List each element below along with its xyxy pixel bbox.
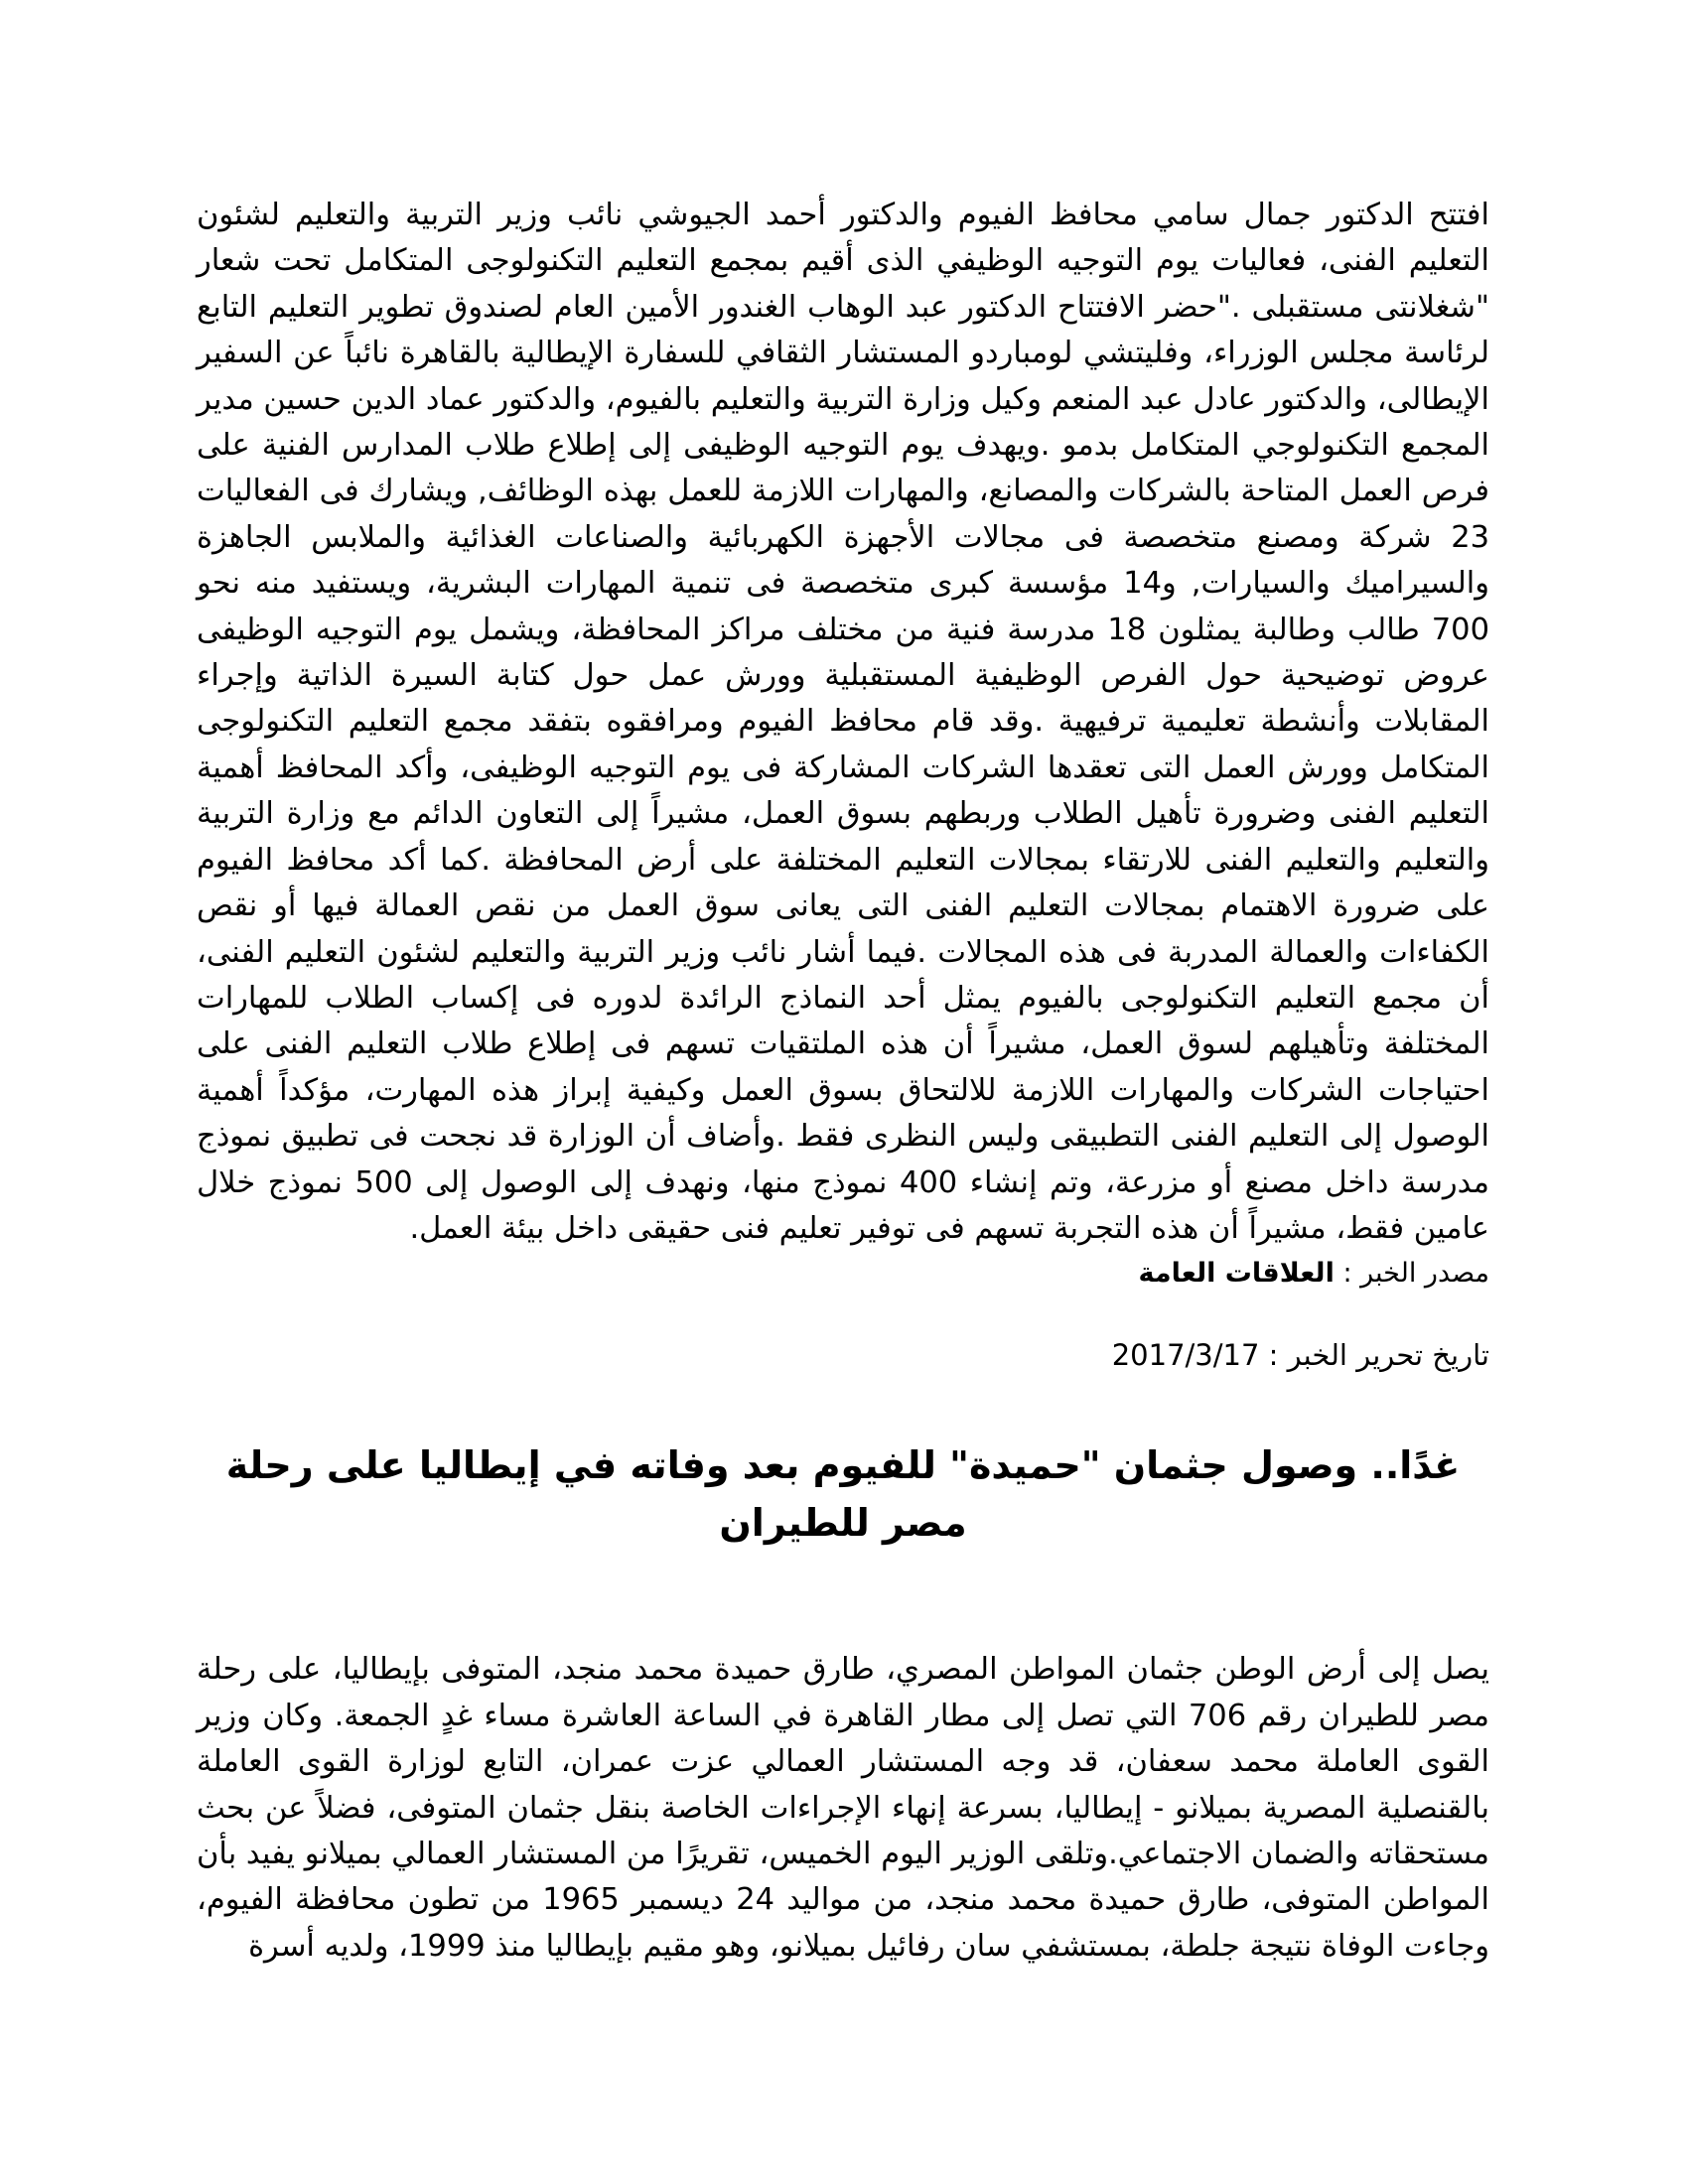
news-source-line	[197, 1254, 1489, 1294]
news-date-line	[197, 1335, 1489, 1375]
news-source-value: العلاقات العامة	[1138, 1258, 1335, 1290]
article-headline: غدًا.. وصول جثمان "حميدة" للفيوم بعد وفاته في إيطاليا على رحلة مصر للطيران	[225, 1443, 1461, 1546]
second-article-body-paragraph: يصل إلى أرض الوطن جثمان المواطن المصري، طارق حميدة محمد منجد، المتوفى بإيطاليا، على رحلة مصر للطيران رقم 706 التي تصل إلى مطار القاهرة في الساعة العاشرة مساء غدٍ الجمعة. وكان وزير القوى العاملة محمد سعفان، قد وجه المستشار العمالي عزت عمران، التابع لوزارة القوى العاملة بالقنصلية المصرية بميلانو - إيطاليا، بسرعة إنهاء الإجراءات الخاصة بنقل جثمان المتوفى، فضلاً عن بحث مستحقاته والضمان الاجتماعي.وتلقى الوزير اليوم الخميس، تقريرًا من المستشار العمالي بميلانو يفيد بأن المواطن المتوفى، طارق حميدة محمد منجد، من مواليد 24 ديسمبر 1965 من تطون محافظة الفيوم، وجاءت الوفاة نتيجة جلطة، بمستشفي سان رفائيل بميلانو، وهو مقيم بإيطاليا منذ 1999، ولديه أسرة	[197, 1652, 1489, 1964]
news-source-label: مصدر الخبر :	[1342, 1258, 1489, 1290]
article-body-paragraph: افتتح الدكتور جمال سامي محافظ الفيوم والدكتور أحمد الجيوشي نائب وزير التربية والتعليم لشئون التعليم الفنى، فعاليات يوم التوجيه الوظيفي الذى أقيم بمجمع التعليم التكنولوجى المتكامل تحت شعار "شغلانتى مستقبلى ."حضر الافتتاح الدكتور عبد الوهاب الغندور الأمين العام لصندوق تطوير التعليم التابع لرئاسة مجلس الوزراء، وفليتشي لومباردو المستشار الثقافي للسفارة الإيطالية بالقاهرة نائباً عن السفير الإيطالى، والدكتور عادل عبد المنعم وكيل وزارة التربية والتعليم بالفيوم، والدكتور عماد الدين حسين مدير المجمع التكنولوجي المتكامل بدمو .ويهدف يوم التوجيه الوظيفى إلى إطلاع طلاب المدارس الفنية على فرص العمل المتاحة بالشركات والمصانع، والمهارات اللازمة للعمل بهذه الوظائف, ويشارك فى الفعاليات 23 شركة ومصنع متخصصة فى مجالات الأجهزة الكهربائية والصناعات الغذائية والملابس الجاهزة والسيراميك والسيارات, و14 مؤسسة كبرى متخصصة فى تنمية المهارات البشرية، ويستفيد منه نحو 700 طالب وطالبة يمثلون 18 مدرسة فنية من مختلف مراكز المحافظة، ويشمل يوم التوجيه الوظيفى عروض توضيحية حول الفرص الوظيفية المستقبلية وورش عمل حول كتابة السيرة الذاتية وإجراء المقابلات وأنشطة تعليمية ترفيهية .وقد قام محافظ الفيوم ومرافقوه بتفقد مجمع التعليم التكنولوجى المتكامل وورش العمل التى تعقدها الشركات المشاركة فى يوم التوجيه الوظيفى، وأكد المحافظ أهمية التعليم الفنى وضرورة تأهيل الطلاب وربطهم بسوق العمل، مشيراً إلى التعاون الدائم مع وزارة التربية والتعليم والتعليم الفنى للارتقاء بمجالات التعليم المختلفة على أرض المحافظة .كما أكد محافظ الفيوم على ضرورة الاهتمام بمجالات التعليم الفنى التى يعانى سوق العمل من نقص العمالة فيها أو نقص الكفاءات والعمالة المدربة فى هذه المجالات .فيما أشار نائب وزير التربية والتعليم لشئون التعليم الفنى، أن مجمع التعليم التكنولوجى بالفيوم يمثل أحد النماذج الرائدة لدوره فى إكساب الطلاب للمهارات المختلفة وتأهيلهم لسوق العمل، مشيراً أن هذه الملتقيات تسهم فى إطلاع طلاب التعليم الفنى على احتياجات الشركات والمهارات اللازمة للالتحاق بسوق العمل وكيفية إبراز هذه المهارت، مؤكداً أهمية الوصول إلى التعليم الفنى التطبيقى وليس النظرى فقط .وأضاف أن الوزارة قد نجحت فى تطبيق نموذج مدرسة داخل مصنع أو مزرعة، وتم إنشاء 400 نموذج منها، ونهدف إلى الوصول إلى 500 نموذج خلال عامين فقط، مشيراً أن هذه التجربة تسهم فى توفير تعليم فنى حقيقى داخل بيئة العمل.	[197, 198, 1489, 1246]
news-date-value: 2017/3/17	[1111, 1338, 1260, 1373]
news-date-label: تاريخ تحرير الخبر :	[1268, 1338, 1489, 1373]
document-content	[197, 193, 1489, 1970]
